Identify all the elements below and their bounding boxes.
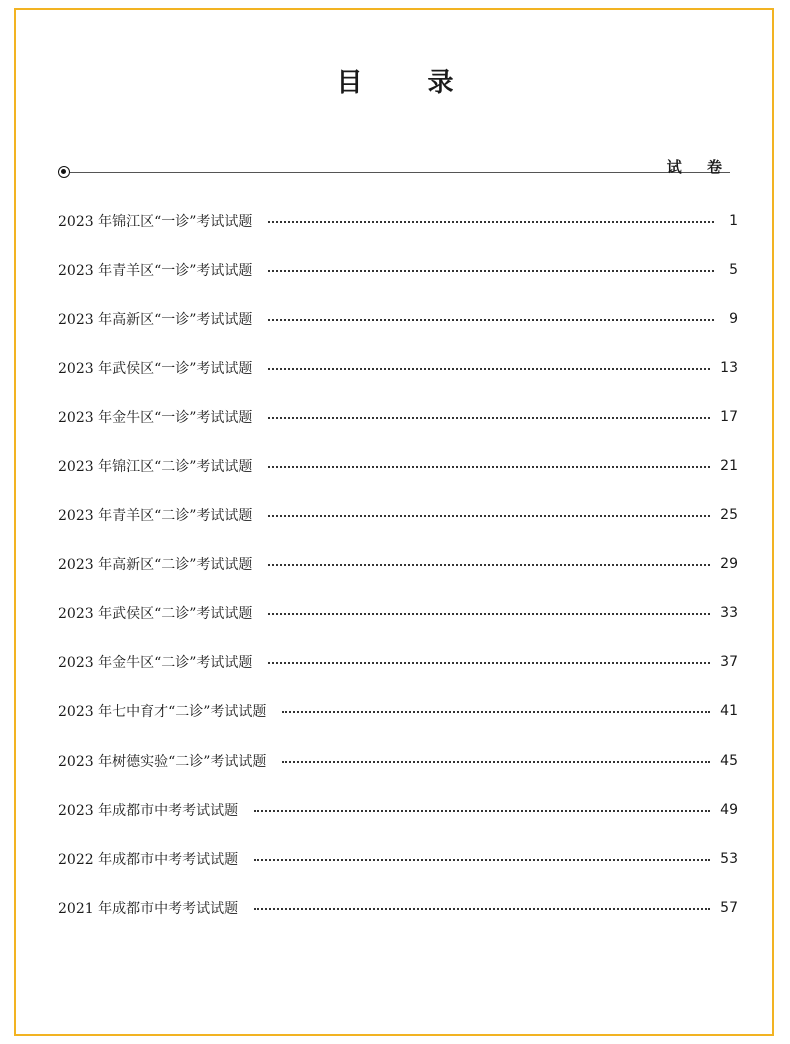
toc-entry[interactable] xyxy=(58,687,738,736)
toc-entry-page: 5 xyxy=(729,261,738,278)
toc-entry[interactable] xyxy=(58,638,738,687)
toc-entry-page: 37 xyxy=(720,654,738,671)
toc-entry[interactable] xyxy=(58,196,738,245)
toc-entry-title: 2023 年青羊区“一诊”考试试题 xyxy=(58,262,253,279)
toc-entry-title: 2023 年金牛区“二诊”考试试题 xyxy=(58,655,253,672)
section-header xyxy=(58,152,738,182)
toc-entry[interactable] xyxy=(58,245,738,294)
toc-entry[interactable] xyxy=(58,491,738,540)
toc-entry-title: 2023 年锦江区“一诊”考试试题 xyxy=(58,213,253,230)
toc-list xyxy=(58,196,738,932)
toc-entry-title: 2021 年成都市中考考试试题 xyxy=(58,900,239,917)
toc-entry[interactable] xyxy=(58,343,738,392)
dot-leader xyxy=(254,908,710,910)
dot-leader xyxy=(254,859,710,861)
toc-entry-page: 29 xyxy=(720,556,738,573)
toc-entry[interactable] xyxy=(58,392,738,441)
toc-entry-page: 49 xyxy=(720,801,738,818)
toc-entry[interactable] xyxy=(58,540,738,589)
bullet-icon xyxy=(58,166,70,178)
toc-entry[interactable] xyxy=(58,834,738,883)
toc-entry-title: 2023 年金牛区“一诊”考试试题 xyxy=(58,409,253,426)
toc-entry-title: 2023 年成都市中考考试试题 xyxy=(58,802,239,819)
toc-entry[interactable] xyxy=(58,589,738,638)
dot-leader xyxy=(268,270,714,272)
toc-entry-page: 53 xyxy=(720,850,738,867)
toc-entry-page: 33 xyxy=(720,605,738,622)
dot-leader xyxy=(254,810,710,812)
toc-entry-page: 41 xyxy=(720,703,738,720)
section-rule xyxy=(70,172,730,173)
toc-entry-title: 2023 年高新区“一诊”考试试题 xyxy=(58,311,253,328)
toc-entry[interactable] xyxy=(58,441,738,490)
toc-entry-title: 2023 年锦江区“二诊”考试试题 xyxy=(58,459,253,476)
dot-leader xyxy=(282,761,710,763)
dot-leader xyxy=(268,662,710,664)
page-title: 目 录 xyxy=(336,68,482,98)
toc-entry-page: 45 xyxy=(720,752,738,769)
dot-leader xyxy=(268,417,710,419)
dot-leader xyxy=(268,613,710,615)
dot-leader xyxy=(268,564,710,566)
toc-entry-title: 2023 年武侯区“一诊”考试试题 xyxy=(58,360,253,377)
toc-entry[interactable] xyxy=(58,294,738,343)
dot-leader xyxy=(268,515,710,517)
toc-entry-title: 2023 年武侯区“二诊”考试试题 xyxy=(58,606,253,623)
toc-entry-title: 2023 年青羊区“二诊”考试试题 xyxy=(58,508,253,525)
toc-entry-title: 2023 年七中育才“二诊”考试试题 xyxy=(58,704,267,721)
toc-entry-page: 57 xyxy=(720,899,738,916)
dot-leader xyxy=(268,466,710,468)
toc-entry-title: 2023 年高新区“二诊”考试试题 xyxy=(58,557,253,574)
toc-entry[interactable] xyxy=(58,736,738,785)
toc-entry-page: 25 xyxy=(720,507,738,524)
dot-leader xyxy=(268,368,710,370)
section-label: 试 卷 xyxy=(666,158,732,176)
toc-entry[interactable] xyxy=(58,785,738,834)
toc-entry[interactable] xyxy=(58,883,738,932)
toc-entry-page: 13 xyxy=(720,359,738,376)
toc-entry-page: 21 xyxy=(720,458,738,475)
toc-entry-page: 9 xyxy=(729,310,738,327)
toc-entry-title: 2022 年成都市中考考试试题 xyxy=(58,851,239,868)
toc-entry-title: 2023 年树德实验“二诊”考试试题 xyxy=(58,753,267,770)
toc-entry-page: 17 xyxy=(720,408,738,425)
dot-leader xyxy=(268,319,714,321)
dot-leader xyxy=(282,711,710,713)
dot-leader xyxy=(268,221,714,223)
toc-entry-page: 1 xyxy=(729,212,738,229)
